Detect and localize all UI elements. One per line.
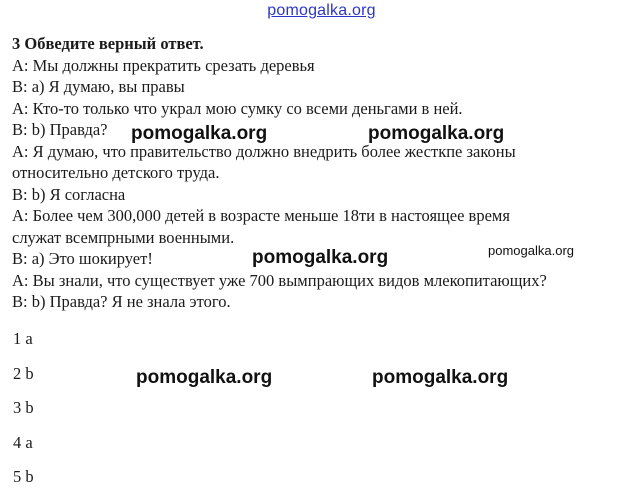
dialogue-line: B: а) Я думаю, вы правы	[12, 77, 185, 96]
answer-item: 5 b	[13, 467, 34, 486]
site-header-link[interactable]: pomogalka.org	[267, 2, 376, 19]
answer-item: 2 b	[13, 363, 34, 383]
answer-item: 3 b	[13, 398, 34, 417]
dialogue-line: B: а) Это шокирует!	[12, 249, 153, 268]
watermark: pomogalka.org	[136, 367, 273, 388]
dialogue-line: A: Вы знали, что существует уже 700 вымпрающих видов млекопитающих?	[12, 270, 547, 290]
dialogue-line: A: Кто-то только что украл мою сумку со всеми деньгами в ней.	[12, 98, 463, 118]
dialogue-line: служат всемпрными военными.	[12, 227, 235, 247]
dialogue-line: B: b) Правда?	[12, 120, 108, 139]
watermark-small: pomogalka.org	[488, 243, 574, 258]
watermark: pomogalka.org	[372, 367, 509, 388]
answer-list	[13, 328, 34, 501]
dialogue-line: относительно детского труда.	[12, 163, 220, 182]
watermark: pomogalka.org	[368, 123, 505, 144]
exercise-text	[12, 33, 637, 313]
answer-item: 1 a	[13, 329, 33, 348]
answer-item: 4 a	[13, 432, 33, 452]
dialogue-line: A: Более чем 300,000 детей в возрасте меньше 18ти в настоящее время	[12, 206, 510, 225]
dialogue-line: B: b) Правда? Я не знала этого.	[12, 292, 231, 311]
dialogue-line: A: Мы должны прекратить срезать деревья	[12, 55, 315, 75]
dialogue-line: A: Я думаю, что правительство должно внедрить более жесткпе законы	[12, 141, 516, 161]
dialogue-line: B: b) Я согласна	[12, 184, 126, 204]
watermark: pomogalka.org	[252, 247, 389, 268]
exercise-title: 3 Обведите верный ответ.	[12, 34, 204, 53]
watermark: pomogalka.org	[131, 123, 268, 144]
